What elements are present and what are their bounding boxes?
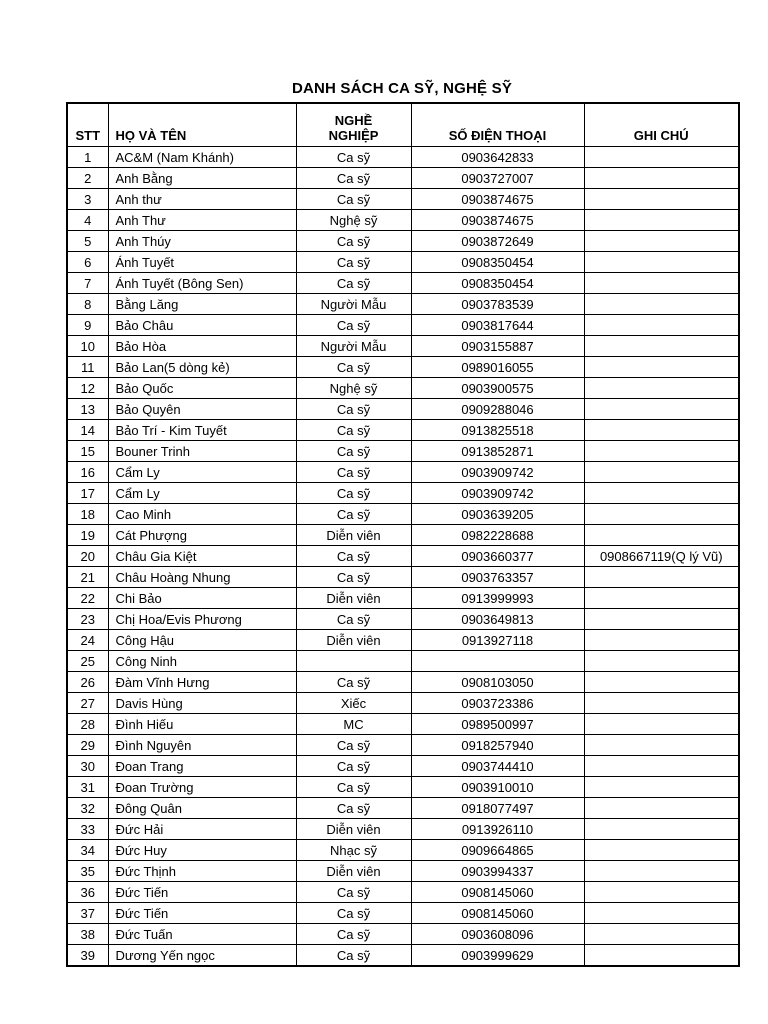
cell-phone: 0903999629 [411,945,584,967]
cell-note [584,840,739,861]
cell-job: Người Mẫu [296,294,411,315]
cell-name: Ánh Tuyết [108,252,296,273]
cell-job: Diễn viên [296,819,411,840]
cell-job: Ca sỹ [296,798,411,819]
cell-note [584,168,739,189]
cell-job: Ca sỹ [296,672,411,693]
cell-name: Đức Hải [108,819,296,840]
cell-job: Ca sỹ [296,924,411,945]
cell-phone: 0903763357 [411,567,584,588]
cell-job: Ca sỹ [296,609,411,630]
cell-stt: 26 [67,672,108,693]
table-row [67,861,739,882]
cell-note [584,315,739,336]
cell-phone: 0908103050 [411,672,584,693]
cell-note [584,252,739,273]
cell-job: Diễn viên [296,861,411,882]
cell-job: Ca sỹ [296,567,411,588]
cell-name: Chị Hoa/Evis Phương [108,609,296,630]
table-row [67,672,739,693]
cell-job: Ca sỹ [296,756,411,777]
header-job-line2: NGHIỆP [328,128,379,144]
cell-name: Anh thư [108,189,296,210]
table-row [67,420,739,441]
cell-phone: 0918257940 [411,735,584,756]
cell-note [584,777,739,798]
artist-table [66,102,740,967]
cell-name: Bảo Hòa [108,336,296,357]
table-row [67,903,739,924]
cell-name: Đức Huy [108,840,296,861]
cell-job: Nghệ sỹ [296,210,411,231]
cell-phone: 0903874675 [411,210,584,231]
cell-job: Ca sỹ [296,252,411,273]
cell-note: 0908667119(Q lý Vũ) [584,546,739,567]
cell-name: Bảo Châu [108,315,296,336]
table-row [67,546,739,567]
cell-stt: 23 [67,609,108,630]
cell-note [584,693,739,714]
table-row [67,798,739,819]
table-row [67,378,739,399]
cell-note [584,819,739,840]
cell-job [296,651,411,672]
table-row [67,693,739,714]
cell-stt: 22 [67,588,108,609]
table-row [67,630,739,651]
table-row [67,336,739,357]
cell-phone: 0913926110 [411,819,584,840]
cell-phone: 0903872649 [411,231,584,252]
cell-job: Diễn viên [296,525,411,546]
cell-name: Công Hậu [108,630,296,651]
cell-phone: 0989500997 [411,714,584,735]
cell-phone: 0903909742 [411,462,584,483]
cell-name: Đình Hiếu [108,714,296,735]
table-row [67,735,739,756]
cell-stt: 36 [67,882,108,903]
cell-name: Đức Thịnh [108,861,296,882]
cell-name: Châu Gia Kiệt [108,546,296,567]
cell-phone: 0903909742 [411,483,584,504]
cell-stt: 29 [67,735,108,756]
cell-phone: 0903817644 [411,315,584,336]
cell-name: Đức Tuấn [108,924,296,945]
table-row [67,462,739,483]
cell-phone: 0903783539 [411,294,584,315]
table-row [67,399,739,420]
cell-phone: 0913852871 [411,441,584,462]
table-row [67,252,739,273]
cell-name: Dương Yến ngọc [108,945,296,967]
cell-phone: 0903642833 [411,147,584,168]
cell-note [584,189,739,210]
cell-stt: 14 [67,420,108,441]
cell-name: Bảo Quyên [108,399,296,420]
header-note: GHI CHÚ [584,103,739,147]
cell-phone: 0903874675 [411,189,584,210]
cell-name: Ánh Tuyết (Bông Sen) [108,273,296,294]
table-row [67,924,739,945]
cell-stt: 19 [67,525,108,546]
cell-job: Ca sỹ [296,420,411,441]
header-job [296,103,411,147]
cell-stt: 4 [67,210,108,231]
cell-stt: 12 [67,378,108,399]
cell-name: Davis Hùng [108,693,296,714]
cell-name: Đoan Trường [108,777,296,798]
table-row [67,714,739,735]
table-header [67,103,739,147]
cell-name: Anh Thư [108,210,296,231]
cell-name: Đàm Vĩnh Hưng [108,672,296,693]
table-row [67,231,739,252]
table-row [67,756,739,777]
cell-note [584,378,739,399]
cell-job: Xiếc [296,693,411,714]
cell-stt: 17 [67,483,108,504]
cell-stt: 31 [67,777,108,798]
cell-job: Người Mẫu [296,336,411,357]
cell-stt: 16 [67,462,108,483]
cell-name: Cẩm Ly [108,462,296,483]
cell-note [584,294,739,315]
cell-job: Ca sỹ [296,147,411,168]
cell-stt: 34 [67,840,108,861]
cell-phone: 0903723386 [411,693,584,714]
cell-stt: 11 [67,357,108,378]
header-stt: STT [67,103,108,147]
cell-job: Ca sỹ [296,462,411,483]
table-row [67,651,739,672]
cell-job: Ca sỹ [296,168,411,189]
cell-note [584,735,739,756]
cell-name: Công Ninh [108,651,296,672]
cell-note [584,231,739,252]
cell-phone: 0909664865 [411,840,584,861]
cell-stt: 13 [67,399,108,420]
table-row [67,147,739,168]
table-row [67,273,739,294]
cell-note [584,798,739,819]
cell-note [584,210,739,231]
cell-stt: 2 [67,168,108,189]
cell-job: Nghệ sỹ [296,378,411,399]
cell-note [584,714,739,735]
cell-job: Ca sỹ [296,504,411,525]
table-row [67,210,739,231]
cell-job: Ca sỹ [296,315,411,336]
cell-name: Đức Tiến [108,882,296,903]
cell-name: Bảo Trí - Kim Tuyết [108,420,296,441]
cell-job: Ca sỹ [296,945,411,967]
cell-job: Ca sỹ [296,882,411,903]
cell-stt: 30 [67,756,108,777]
header-row [67,103,739,147]
cell-phone: 0903639205 [411,504,584,525]
cell-note [584,420,739,441]
cell-job: MC [296,714,411,735]
table-row [67,504,739,525]
cell-phone: 0918077497 [411,798,584,819]
cell-stt: 5 [67,231,108,252]
header-name: HỌ VÀ TÊN [108,103,296,147]
cell-phone: 0903900575 [411,378,584,399]
cell-note [584,651,739,672]
cell-stt: 3 [67,189,108,210]
cell-phone: 0908145060 [411,903,584,924]
cell-stt: 25 [67,651,108,672]
cell-name: Bảo Lan(5 dòng kẻ) [108,357,296,378]
table-row [67,882,739,903]
cell-stt: 1 [67,147,108,168]
cell-stt: 27 [67,693,108,714]
table-row [67,357,739,378]
cell-note [584,672,739,693]
table-row [67,189,739,210]
cell-name: Bouner Trinh [108,441,296,462]
header-job-line1: NGHỀ [334,112,373,128]
cell-phone: 0903649813 [411,609,584,630]
cell-phone: 0908350454 [411,252,584,273]
cell-phone: 0903994337 [411,861,584,882]
cell-note [584,882,739,903]
table-row [67,525,739,546]
cell-job: Ca sỹ [296,273,411,294]
cell-name: Đông Quân [108,798,296,819]
cell-note [584,567,739,588]
cell-phone: 0903608096 [411,924,584,945]
table-row [67,294,739,315]
cell-phone [411,651,584,672]
table-row [67,777,739,798]
cell-note [584,630,739,651]
cell-job: Diễn viên [296,630,411,651]
table-row [67,945,739,967]
cell-stt: 24 [67,630,108,651]
cell-name: Cát Phượng [108,525,296,546]
cell-stt: 20 [67,546,108,567]
cell-note [584,336,739,357]
cell-name: Cao Minh [108,504,296,525]
cell-phone: 0913927118 [411,630,584,651]
cell-stt: 10 [67,336,108,357]
header-phone: SỐ ĐIỆN THOẠI [411,103,584,147]
cell-name: Chi Bảo [108,588,296,609]
cell-stt: 39 [67,945,108,967]
cell-job: Ca sỹ [296,231,411,252]
cell-phone: 0989016055 [411,357,584,378]
cell-job: Nhạc sỹ [296,840,411,861]
table-row [67,840,739,861]
cell-phone: 0903910010 [411,777,584,798]
cell-note [584,588,739,609]
cell-note [584,756,739,777]
table-row [67,168,739,189]
cell-stt: 21 [67,567,108,588]
table-row [67,441,739,462]
cell-note [584,609,739,630]
cell-note [584,861,739,882]
cell-name: AC&M (Nam Khánh) [108,147,296,168]
cell-job: Ca sỹ [296,903,411,924]
cell-note [584,483,739,504]
cell-stt: 9 [67,315,108,336]
cell-note [584,504,739,525]
page-title: DANH SÁCH CA SỸ, NGHỆ SỸ [291,80,513,97]
cell-stt: 6 [67,252,108,273]
cell-phone: 0909288046 [411,399,584,420]
cell-phone: 0903155887 [411,336,584,357]
cell-phone: 0908145060 [411,882,584,903]
cell-note [584,903,739,924]
cell-note [584,525,739,546]
cell-name: Bằng Lăng [108,294,296,315]
cell-phone: 0903744410 [411,756,584,777]
cell-stt: 38 [67,924,108,945]
cell-stt: 15 [67,441,108,462]
table-row [67,588,739,609]
cell-name: Châu Hoàng Nhung [108,567,296,588]
cell-phone: 0982228688 [411,525,584,546]
cell-note [584,945,739,967]
cell-note [584,462,739,483]
cell-note [584,441,739,462]
cell-name: Đình Nguyên [108,735,296,756]
cell-note [584,147,739,168]
cell-note [584,357,739,378]
cell-job: Ca sỹ [296,483,411,504]
cell-phone: 0913825518 [411,420,584,441]
table-body [67,147,739,967]
cell-stt: 35 [67,861,108,882]
cell-note [584,273,739,294]
cell-stt: 8 [67,294,108,315]
cell-job: Ca sỹ [296,546,411,567]
table-row [67,483,739,504]
cell-name: Bảo Quốc [108,378,296,399]
cell-stt: 37 [67,903,108,924]
cell-name: Đức Tiến [108,903,296,924]
cell-job: Ca sỹ [296,735,411,756]
cell-note [584,924,739,945]
cell-job: Ca sỹ [296,399,411,420]
cell-note [584,399,739,420]
cell-stt: 32 [67,798,108,819]
cell-job: Ca sỹ [296,441,411,462]
cell-phone: 0908350454 [411,273,584,294]
cell-stt: 33 [67,819,108,840]
cell-stt: 28 [67,714,108,735]
cell-name: Anh Thúy [108,231,296,252]
cell-stt: 18 [67,504,108,525]
table-row [67,315,739,336]
cell-job: Diễn viên [296,588,411,609]
cell-phone: 0913999993 [411,588,584,609]
table-row [67,819,739,840]
cell-stt: 7 [67,273,108,294]
cell-phone: 0903660377 [411,546,584,567]
table-row [67,609,739,630]
cell-name: Cẩm Ly [108,483,296,504]
cell-job: Ca sỹ [296,357,411,378]
cell-name: Đoan Trang [108,756,296,777]
cell-phone: 0903727007 [411,168,584,189]
cell-job: Ca sỹ [296,189,411,210]
cell-name: Anh Bằng [108,168,296,189]
table-row [67,567,739,588]
cell-job: Ca sỹ [296,777,411,798]
